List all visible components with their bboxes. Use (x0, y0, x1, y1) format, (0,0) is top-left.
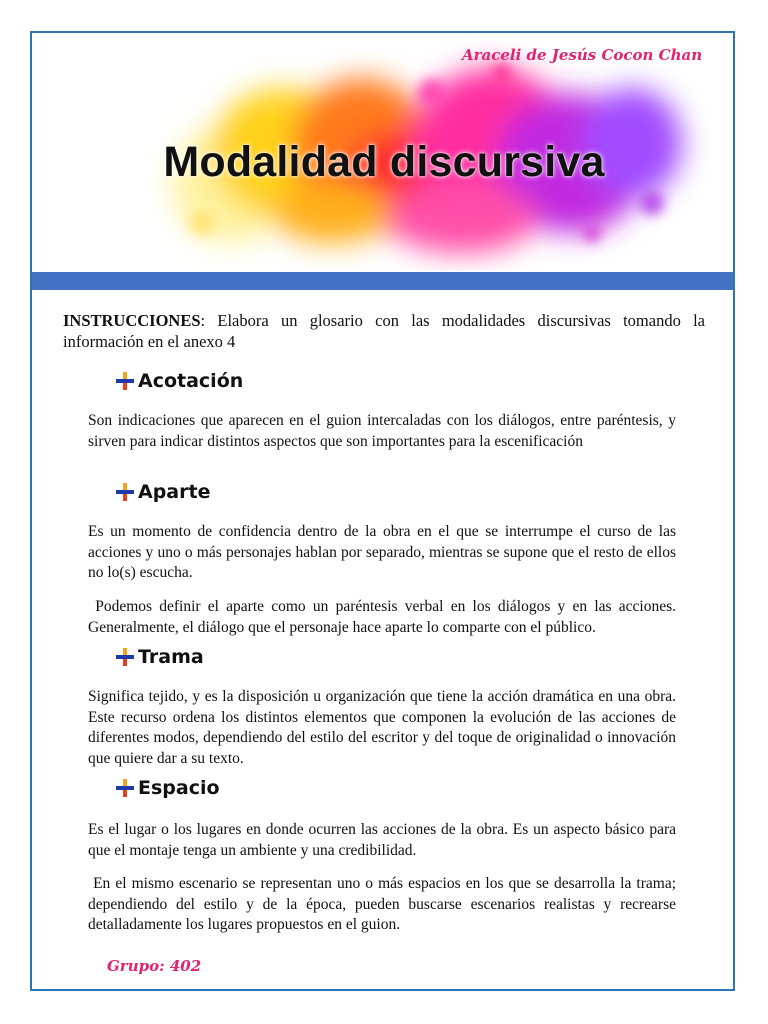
cross-bullet-icon (114, 481, 136, 503)
paragraph: Es el lugar o los lugares en donde ocurren las acciones de la obra. Es un aspecto básico para que el montaje tenga un ambiente y una credibilidad. (88, 821, 676, 859)
section-title: Espacio (138, 777, 220, 799)
cross-bullet-icon (114, 370, 136, 392)
paragraph: Podemos definir el aparte como un paréntesis verbal en los diálogos y en las acciones. Generalmente, el diálogo que el personaje hace aparte lo comparte con el público. (88, 598, 680, 636)
section-title: Acotación (138, 370, 244, 392)
section-heading-espacio (114, 777, 220, 799)
page-title: Modalidad discursiva (163, 138, 605, 186)
author-name: Araceli de Jesús Cocon Chan (462, 46, 703, 64)
instructions-label: INSTRUCCIONES (63, 311, 201, 330)
paragraph: Es un momento de confidencia dentro de la obra en el que se interrumpe el curso de las acciones y uno o más personajes hablan por separado, mientras se supone que el resto de ellos no lo(s) escucha. (88, 523, 676, 581)
group-label: Grupo: 402 (107, 957, 202, 975)
paragraph: En el mismo escenario se representan uno o más espacios en los que se desarrolla la trama; dependiendo del estilo y de la época, pueden buscarse escenarios realistas y recrearse detalladamente los lugares propuestos en el guion. (88, 875, 680, 933)
section-title: Trama (138, 646, 204, 668)
paragraph: Significa tejido, y es la disposición u organización que tiene la acción dramática en una obra. Este recurso ordena los distintos elementos que componen la evolución de las acciones de diferentes modos, dependiendo del estilo del escritor y del toque de originalidad o innovación que quiere dar a su texto. (88, 688, 676, 767)
divider-bar (32, 272, 733, 290)
cross-bullet-icon (114, 777, 136, 799)
section-heading-aparte (114, 481, 210, 503)
section-heading-acotacion (114, 370, 243, 392)
instructions-text: : Elabora un glosario con las modalidades discursivas tomando la información en el anexo 4 (63, 311, 705, 351)
paragraph: Son indicaciones que aparecen en el guion intercaladas con los diálogos, entre paréntesis, y sirven para indicar distintos aspectos que son importantes para la escenificación (88, 412, 676, 450)
cross-bullet-icon (114, 646, 136, 668)
section-heading-trama (114, 646, 204, 668)
instructions (63, 310, 705, 352)
section-title: Aparte (138, 481, 211, 503)
